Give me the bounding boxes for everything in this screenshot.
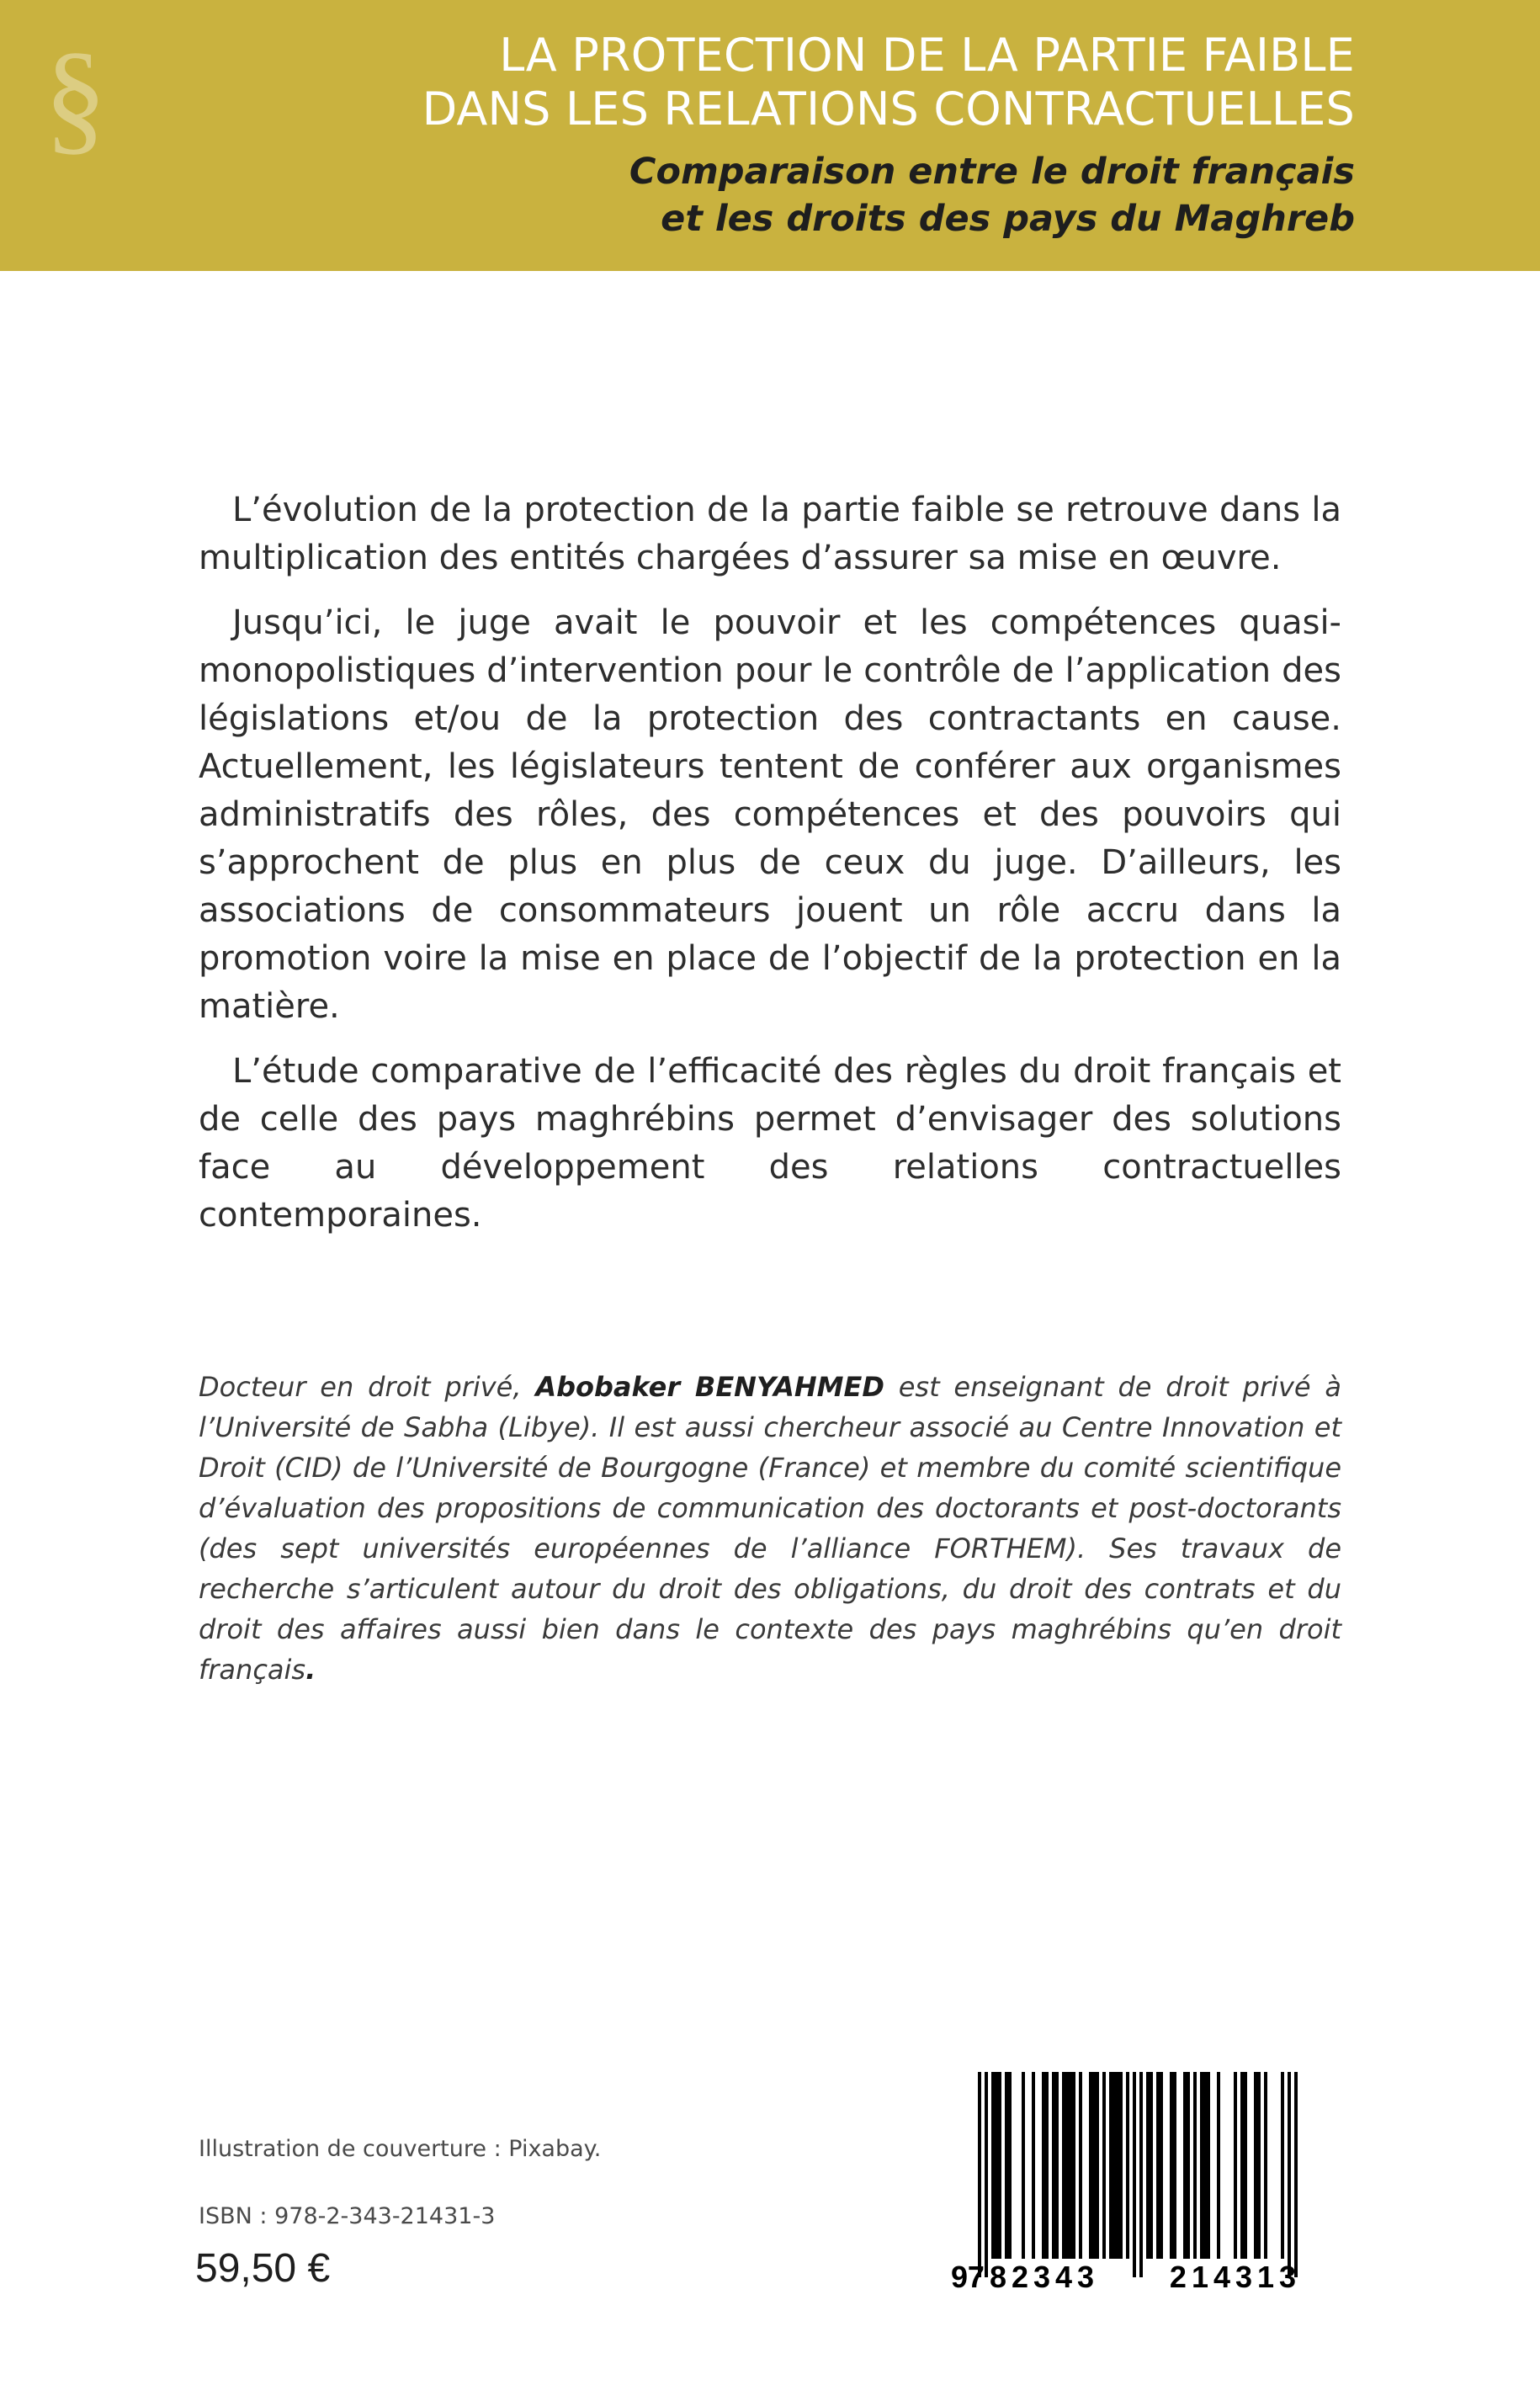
barcode-bar — [1203, 2072, 1207, 2259]
barcode-bar — [1294, 2072, 1298, 2277]
barcode-bar — [1217, 2072, 1220, 2259]
barcode-bar — [1160, 2072, 1163, 2259]
book-subtitle-line-1: Comparaison entre le droit français — [629, 151, 1355, 193]
barcode-bar — [1089, 2072, 1092, 2259]
barcode-bar — [1288, 2072, 1291, 2277]
barcode-bar — [991, 2072, 995, 2259]
isbn-label: ISBN : 978-2-343-21431-3 — [199, 2203, 496, 2229]
barcode-bar — [1133, 2072, 1136, 2277]
barcode-bar — [1234, 2072, 1237, 2259]
barcode-bar — [1065, 2072, 1069, 2259]
barcode-bar — [1092, 2072, 1096, 2259]
barcode-bar — [995, 2072, 998, 2259]
barcode-digits-right: 214313 — [1169, 2260, 1302, 2294]
barcode-bar — [998, 2072, 1001, 2259]
book-subtitle-line-2: et les droits des pays du Maghreb — [661, 198, 1355, 240]
barcode-bar — [1146, 2072, 1150, 2259]
blurb-paragraph-1: L’évolution de la protection de la partie faible se retrouve dans la multiplication des entités chargées d’assurer sa mise en œuvre. — [199, 491, 1341, 577]
barcode-bar — [1200, 2072, 1203, 2259]
barcode-bar — [1187, 2072, 1190, 2259]
barcode-bar — [1183, 2072, 1187, 2259]
book-title-line-2: DANS LES RELATIONS CONTRACTUELLES — [422, 82, 1355, 135]
barcode-bar — [1069, 2072, 1072, 2259]
blurb-paragraph-3: L’étude comparative de l’efficacité des règles du droit français et de celle des pays maghrébins permet d’envisager des solutions face au développement des relations contractuelles contemporaines. — [199, 1052, 1341, 1235]
barcode-bar — [1173, 2072, 1176, 2259]
book-subtitle — [261, 148, 1355, 242]
header-band — [0, 0, 1540, 271]
barcode-bar — [1254, 2072, 1257, 2259]
author-bio-end: . — [305, 1654, 316, 1686]
barcode-bar — [1156, 2072, 1160, 2259]
barcode-bar — [1062, 2072, 1065, 2259]
barcode-bar — [1042, 2072, 1045, 2259]
barcode-bar — [1139, 2072, 1143, 2277]
author-name: Abobaker BENYAHMED — [535, 1371, 884, 1403]
barcode-bar — [1032, 2072, 1035, 2259]
barcode-bar — [1045, 2072, 1049, 2259]
barcode-bar — [1113, 2072, 1116, 2259]
barcode-bar — [985, 2072, 988, 2277]
barcode-bar — [1022, 2072, 1025, 2259]
barcode-bar — [1170, 2072, 1173, 2259]
barcode-bar — [1102, 2072, 1106, 2259]
barcode-bar — [1072, 2072, 1075, 2259]
barcode-bar — [1281, 2072, 1284, 2259]
barcode-bar — [1052, 2072, 1055, 2259]
barcode-bar — [1005, 2072, 1008, 2259]
section-symbol-icon: § — [44, 27, 107, 167]
author-bio-text: est enseignant de droit privé à l’Université de Sabha (Libye). Il est aussi chercheur associé au Centre Innovation et Droit (CID) de l’Université de Bourgogne (France) et membre du comité scientifique d’évaluation des propositions de communication des doctorants et post-doctorants (des sept universités européennes de l’alliance FORTHEM). Ses travaux de recherche s’articulent autour du droit des obligations, du droit des contrats et du droit des affaires aussi bien dans le contexte des pays maghrébins qu’en droit français — [199, 1371, 1342, 1686]
barcode-bar — [1008, 2072, 1012, 2259]
barcode-bar — [1240, 2072, 1244, 2259]
author-bio-intro: Docteur en droit privé, — [199, 1371, 536, 1403]
price-label: 59,50 € — [195, 2246, 331, 2291]
barcode-graphic — [939, 2069, 1343, 2294]
barcode-bar — [1257, 2072, 1261, 2259]
barcode-bar — [1096, 2072, 1099, 2259]
barcode-bar — [1109, 2072, 1113, 2259]
author-bio — [199, 1367, 1341, 1690]
cover-illustration-credit: Illustration de couverture : Pixabay. — [199, 2136, 602, 2162]
barcode-bar — [978, 2072, 981, 2277]
barcode-digits-left: 782343 — [967, 2260, 1100, 2294]
barcode-bar — [1126, 2072, 1129, 2259]
barcode-bar — [1150, 2072, 1153, 2259]
book-title — [261, 29, 1355, 136]
barcode-bar — [1207, 2072, 1210, 2259]
barcode-bar — [1264, 2072, 1267, 2259]
barcode-bar — [1193, 2072, 1197, 2259]
barcode-bar — [1055, 2072, 1059, 2259]
barcode-bar — [1244, 2072, 1247, 2259]
blurb-paragraph-2: Jusqu’ici, le juge avait le pouvoir et les compétences quasi-monopolistiques d’intervention pour le contrôle de l’application des législations et/ou de la protection des contractants en cause. Actuellement, les législateurs tentent de conférer aux organismes administratifs des rôles, des compétences et des pouvoirs qui s’approchent de plus en plus de ceux du juge. D’ailleurs, les associations de consommateurs jouent un rôle accru dans la promotion voire la mise en place de l’objectif de la protection en la matière. — [199, 603, 1341, 1026]
book-title-line-1: LA PROTECTION DE LA PARTIE FAIBLE — [499, 29, 1355, 82]
barcode-digit-lead: 9 — [951, 2260, 969, 2294]
barcode-bar — [1116, 2072, 1119, 2259]
back-cover-blurb — [199, 486, 1341, 1256]
barcode — [939, 2069, 1343, 2294]
barcode-bar — [1079, 2072, 1082, 2259]
barcode-bar — [1119, 2072, 1123, 2259]
